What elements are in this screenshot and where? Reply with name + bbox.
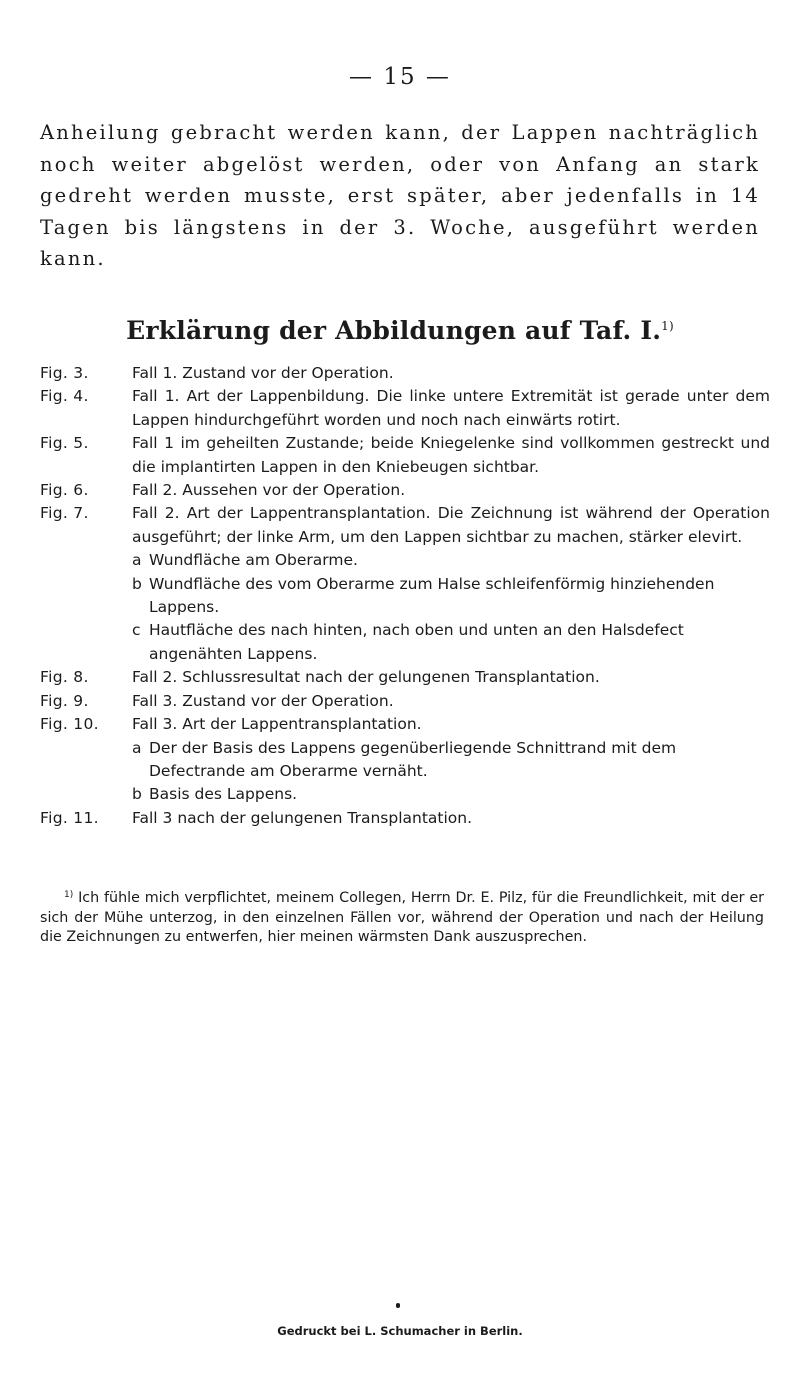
figure-label: Fig. 4. xyxy=(40,387,89,406)
figure-text: Fall 1. Zustand vor der Operation. xyxy=(132,364,394,382)
figure-entry xyxy=(40,385,770,432)
figure-description xyxy=(132,807,770,830)
figure-text: Fall 1 im geheilten Zustande; beide Kniegelenke sind vollkommen gestreckt und die implantirten Lappen in den Kniebeugen sichtbar. xyxy=(132,434,770,476)
plate-heading xyxy=(0,316,800,345)
figure-entry xyxy=(40,432,770,479)
figure-entry xyxy=(40,807,770,830)
figure-entry xyxy=(40,362,770,385)
figure-subitem-text: Basis des Lappens. xyxy=(149,785,298,804)
figure-subitem-letter: c xyxy=(132,621,141,640)
footnote-text: Ich fühle mich verpflichtet, meinem Collegen, Herrn Dr. E. Pilz, für die Freundlichkeit, mit der er sich der Mühe unterzog, in den einzelnen Fällen vor, während der Operation und nach der Heilung die Zeichnungen zu entwerfen, hier meinen wärmsten Dank auszusprechen. xyxy=(40,890,764,945)
printer-imprint: Gedruckt bei L. Schumacher in Berlin. xyxy=(277,1324,523,1338)
figure-subitem xyxy=(132,573,770,620)
figure-entry xyxy=(40,690,770,713)
figure-subitem xyxy=(132,619,770,666)
figure-text: Fall 3. Zustand vor der Operation. xyxy=(132,691,394,710)
figure-label: Fig. 5. xyxy=(40,434,89,453)
plate-heading-title: Erklärung der Abbildungen auf Taf. I. xyxy=(126,316,662,345)
figure-description xyxy=(132,502,770,666)
figure-label: Fig. 11. xyxy=(40,808,99,827)
figure-entry xyxy=(40,502,770,666)
figure-subitem-text: Hautfläche des nach hinten, nach oben und unten an den Halsdefect angenähten Lappens. xyxy=(149,621,684,663)
figure-label: Fig. 10. xyxy=(40,715,99,734)
figure-subitem-text: Wundfläche am Oberarme. xyxy=(149,551,358,570)
figure-text: Fall 1. Art der Lappenbildung. Die linke untere Extremität ist gerade unter dem Lappen hindurchgeführt worden und noch nach einwärts rotirt. xyxy=(132,387,770,429)
intro-paragraph: Anheilung gebracht werden kann, der Lappen nachträglich noch weiter abgelöst werden, oder von Anfang an stark gedreht werden musste, erst später, aber jedenfalls in 14 Tagen bis längstens in der 3. Woche, ausgeführt werden kann. xyxy=(40,121,760,270)
figure-subitem-letter: a xyxy=(132,738,142,757)
heading-footnote-marker: 1) xyxy=(661,319,674,333)
figure-subitem-letter: b xyxy=(132,785,142,804)
figure-list xyxy=(40,362,770,830)
figure-text: Fall 3. Art der Lappentransplantation. xyxy=(132,715,422,734)
figure-label: Fig. 3. xyxy=(40,364,89,382)
figure-entry xyxy=(40,479,770,502)
figure-subitem xyxy=(132,549,770,572)
figure-subitem-text: Der der Basis des Lappens gegenüberliegende Schnittrand mit dem Defectrande am Oberarme vernäht. xyxy=(149,738,677,780)
figure-subitem-text: Wundfläche des vom Oberarme zum Halse schleifenförmig hinziehenden Lappens. xyxy=(149,574,715,617)
figure-description xyxy=(132,690,770,713)
figure-text: Fall 2. Schlussresultat nach der gelungenen Transplantation. xyxy=(132,668,600,687)
figure-label: Fig. 6. xyxy=(40,481,89,500)
figure-subitem-letter: b xyxy=(132,574,142,593)
figure-label: Fig. 8. xyxy=(40,668,89,687)
ornament-dot xyxy=(396,1303,400,1308)
figure-label: Fig. 7. xyxy=(40,504,89,523)
figure-description xyxy=(132,362,770,385)
figure-text: Fall 2. Art der Lappentransplantation. Die Zeichnung ist während der Operation ausgeführt; der linke Arm, um den Lappen sichtbar zu machen, stärker elevirt. xyxy=(132,504,770,546)
figure-description xyxy=(132,713,770,807)
figure-text: Fall 2. Aussehen vor der Operation. xyxy=(132,481,406,500)
figure-description xyxy=(132,385,770,432)
footnote-marker: 1) xyxy=(64,890,74,900)
figure-subitem-letter: a xyxy=(132,551,142,570)
figure-text: Fall 3 nach der gelungenen Transplantation. xyxy=(132,808,473,827)
figure-description xyxy=(132,479,770,502)
figure-description xyxy=(132,432,770,479)
figure-subitem xyxy=(132,783,770,806)
page-number: — 15 — xyxy=(349,64,451,90)
figure-entry xyxy=(40,713,770,807)
figure-description xyxy=(132,666,770,689)
figure-entry xyxy=(40,666,770,689)
figure-subitem xyxy=(132,737,770,784)
footnote xyxy=(40,886,764,948)
figure-label: Fig. 9. xyxy=(40,691,89,710)
